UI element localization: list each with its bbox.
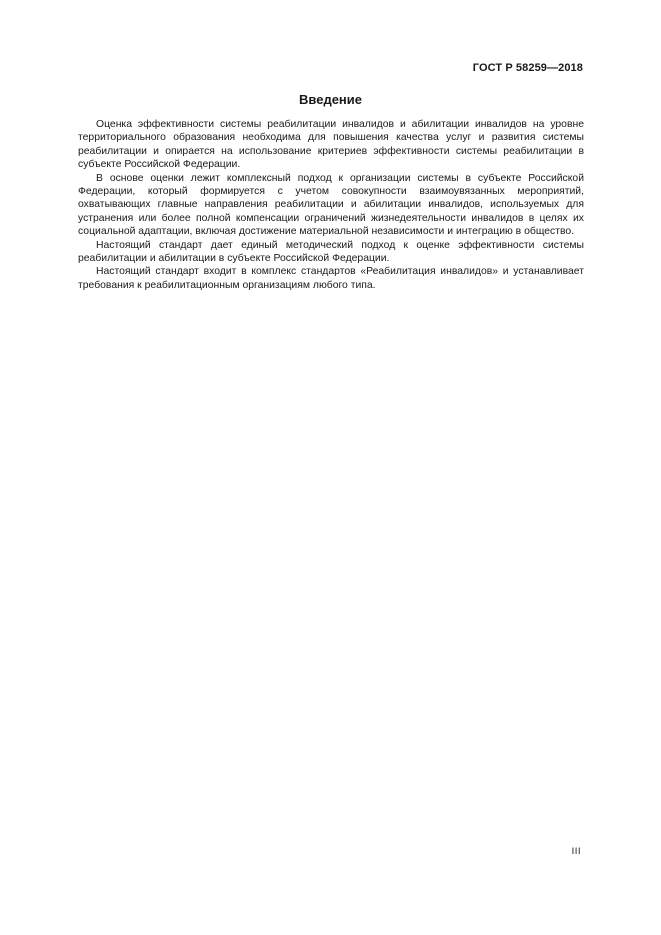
paragraph: Настоящий стандарт дает единый методический подход к оценке эффективности системы реабилитации и абилитации в субъекте Российской Федерации. xyxy=(78,239,584,265)
page-number: III xyxy=(571,846,581,857)
section-title: Введение xyxy=(299,92,362,107)
body-text xyxy=(78,118,584,292)
paragraph: В основе оценки лежит комплексный подход к организации системы в субъекте Российской Федерации, который формируется с учетом совокупности взаимоувязанных мероприятий, охватывающих главные направления реабилитации и абилитации инвалидов, используемых для устранения или более полной компенсации ограничений жизнедеятельности инвалидов в целях их социальной адаптации, включая достижение материальной независимости и интеграцию в общество. xyxy=(78,172,584,238)
paragraph: Настоящий стандарт входит в комплекс стандартов «Реабилитация инвалидов» и устанавливает требования к реабилитационным организациям любого типа. xyxy=(78,266,584,291)
paragraph: Оценка эффективности системы реабилитации инвалидов и абилитации инвалидов на уровне территориального образования необходима для повышения качества услуг и развития системы реабилитации и опирается на использование критериев эффективности системы реабилитации в субъекте Российской Федерации. xyxy=(78,119,584,171)
document-number: ГОСТ Р 58259—2018 xyxy=(472,62,583,74)
